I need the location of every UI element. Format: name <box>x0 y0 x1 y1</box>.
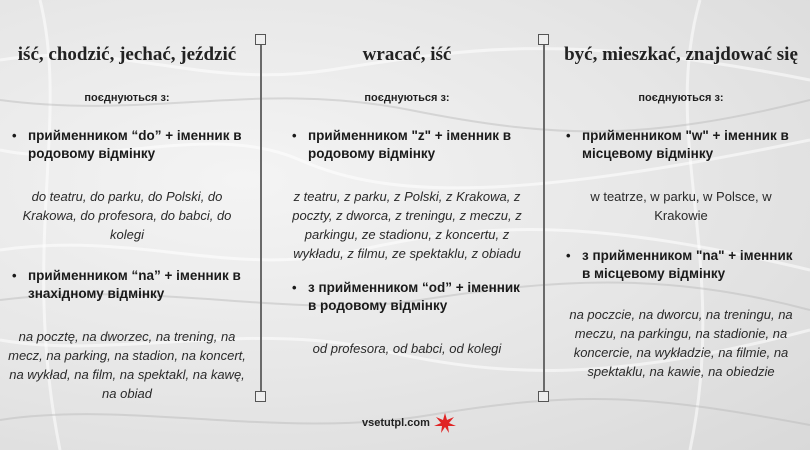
examples-text: do teatru, do parku, do Polski, do Krakowa, do profesora, do babci, do kolegi <box>22 189 232 242</box>
examples-text: na poczcie, na dworcu, na treningu, na meczu, na parkingu, na stadionie, na koncercie, na wykładzie, na filmie, na spektaklu, na kawie, na obiedzie <box>569 307 793 379</box>
column-title: iść, chodzić, jechać, jeździć <box>17 44 237 65</box>
divider-cap-icon <box>255 391 266 402</box>
rule-bullet: • прийменником “na” + іменник в знахідному відмінку <box>2 267 252 303</box>
column-movement-from <box>282 0 532 358</box>
rule-bullet: • з прийменником "na" + іменник в місцевому відмінку <box>556 247 806 283</box>
column-subtitle: поєднуються з: <box>84 92 170 104</box>
examples-text: z teatru, z parku, z Polski, z Krakowa, z poczty, z dworca, z treningu, z meczu, z parkingu, ze stadionu, z koncertu, z wykładu, z filmu, ze spektaklu, z obiadu <box>292 189 522 261</box>
column-divider <box>254 34 268 402</box>
brand-footer[interactable] <box>362 411 457 435</box>
rule-bullet: • прийменником "w" + іменник в місцевому відмінку <box>556 127 806 163</box>
divider-cap-icon <box>255 34 266 45</box>
column-title: wracać, iść <box>362 44 452 65</box>
divider-cap-icon <box>538 34 549 45</box>
column-location <box>556 0 806 381</box>
rule-bullet: • з прийменником “od” + іменник в родовому відмінку <box>282 279 532 315</box>
rule-bullet: • прийменником “do” + іменник в родовому відмінку <box>2 127 252 163</box>
brand-link[interactable]: vsetutpl.com <box>362 417 430 429</box>
examples-text: od profesora, od babci, od kolegi <box>312 341 502 356</box>
rule-bullet: • прийменником "z" + іменник в родовому відмінку <box>282 127 532 163</box>
column-subtitle: поєднуються з: <box>638 92 724 104</box>
divider-cap-icon <box>538 391 549 402</box>
red-star-logo-icon <box>433 412 457 434</box>
column-title: być, mieszkać, znajdować się <box>564 44 798 65</box>
column-movement-to <box>2 0 252 403</box>
examples-text: w teatrze, w parku, w Polsce, w Krakowie <box>590 189 772 223</box>
column-subtitle: поєднуються з: <box>364 92 450 104</box>
examples-text: na pocztę, na dworzec, na trening, na mecz, na parking, na stadion, na koncert, na wykład, na film, na spektakl, na kawę, na obiad <box>8 329 246 401</box>
column-divider <box>537 34 551 402</box>
